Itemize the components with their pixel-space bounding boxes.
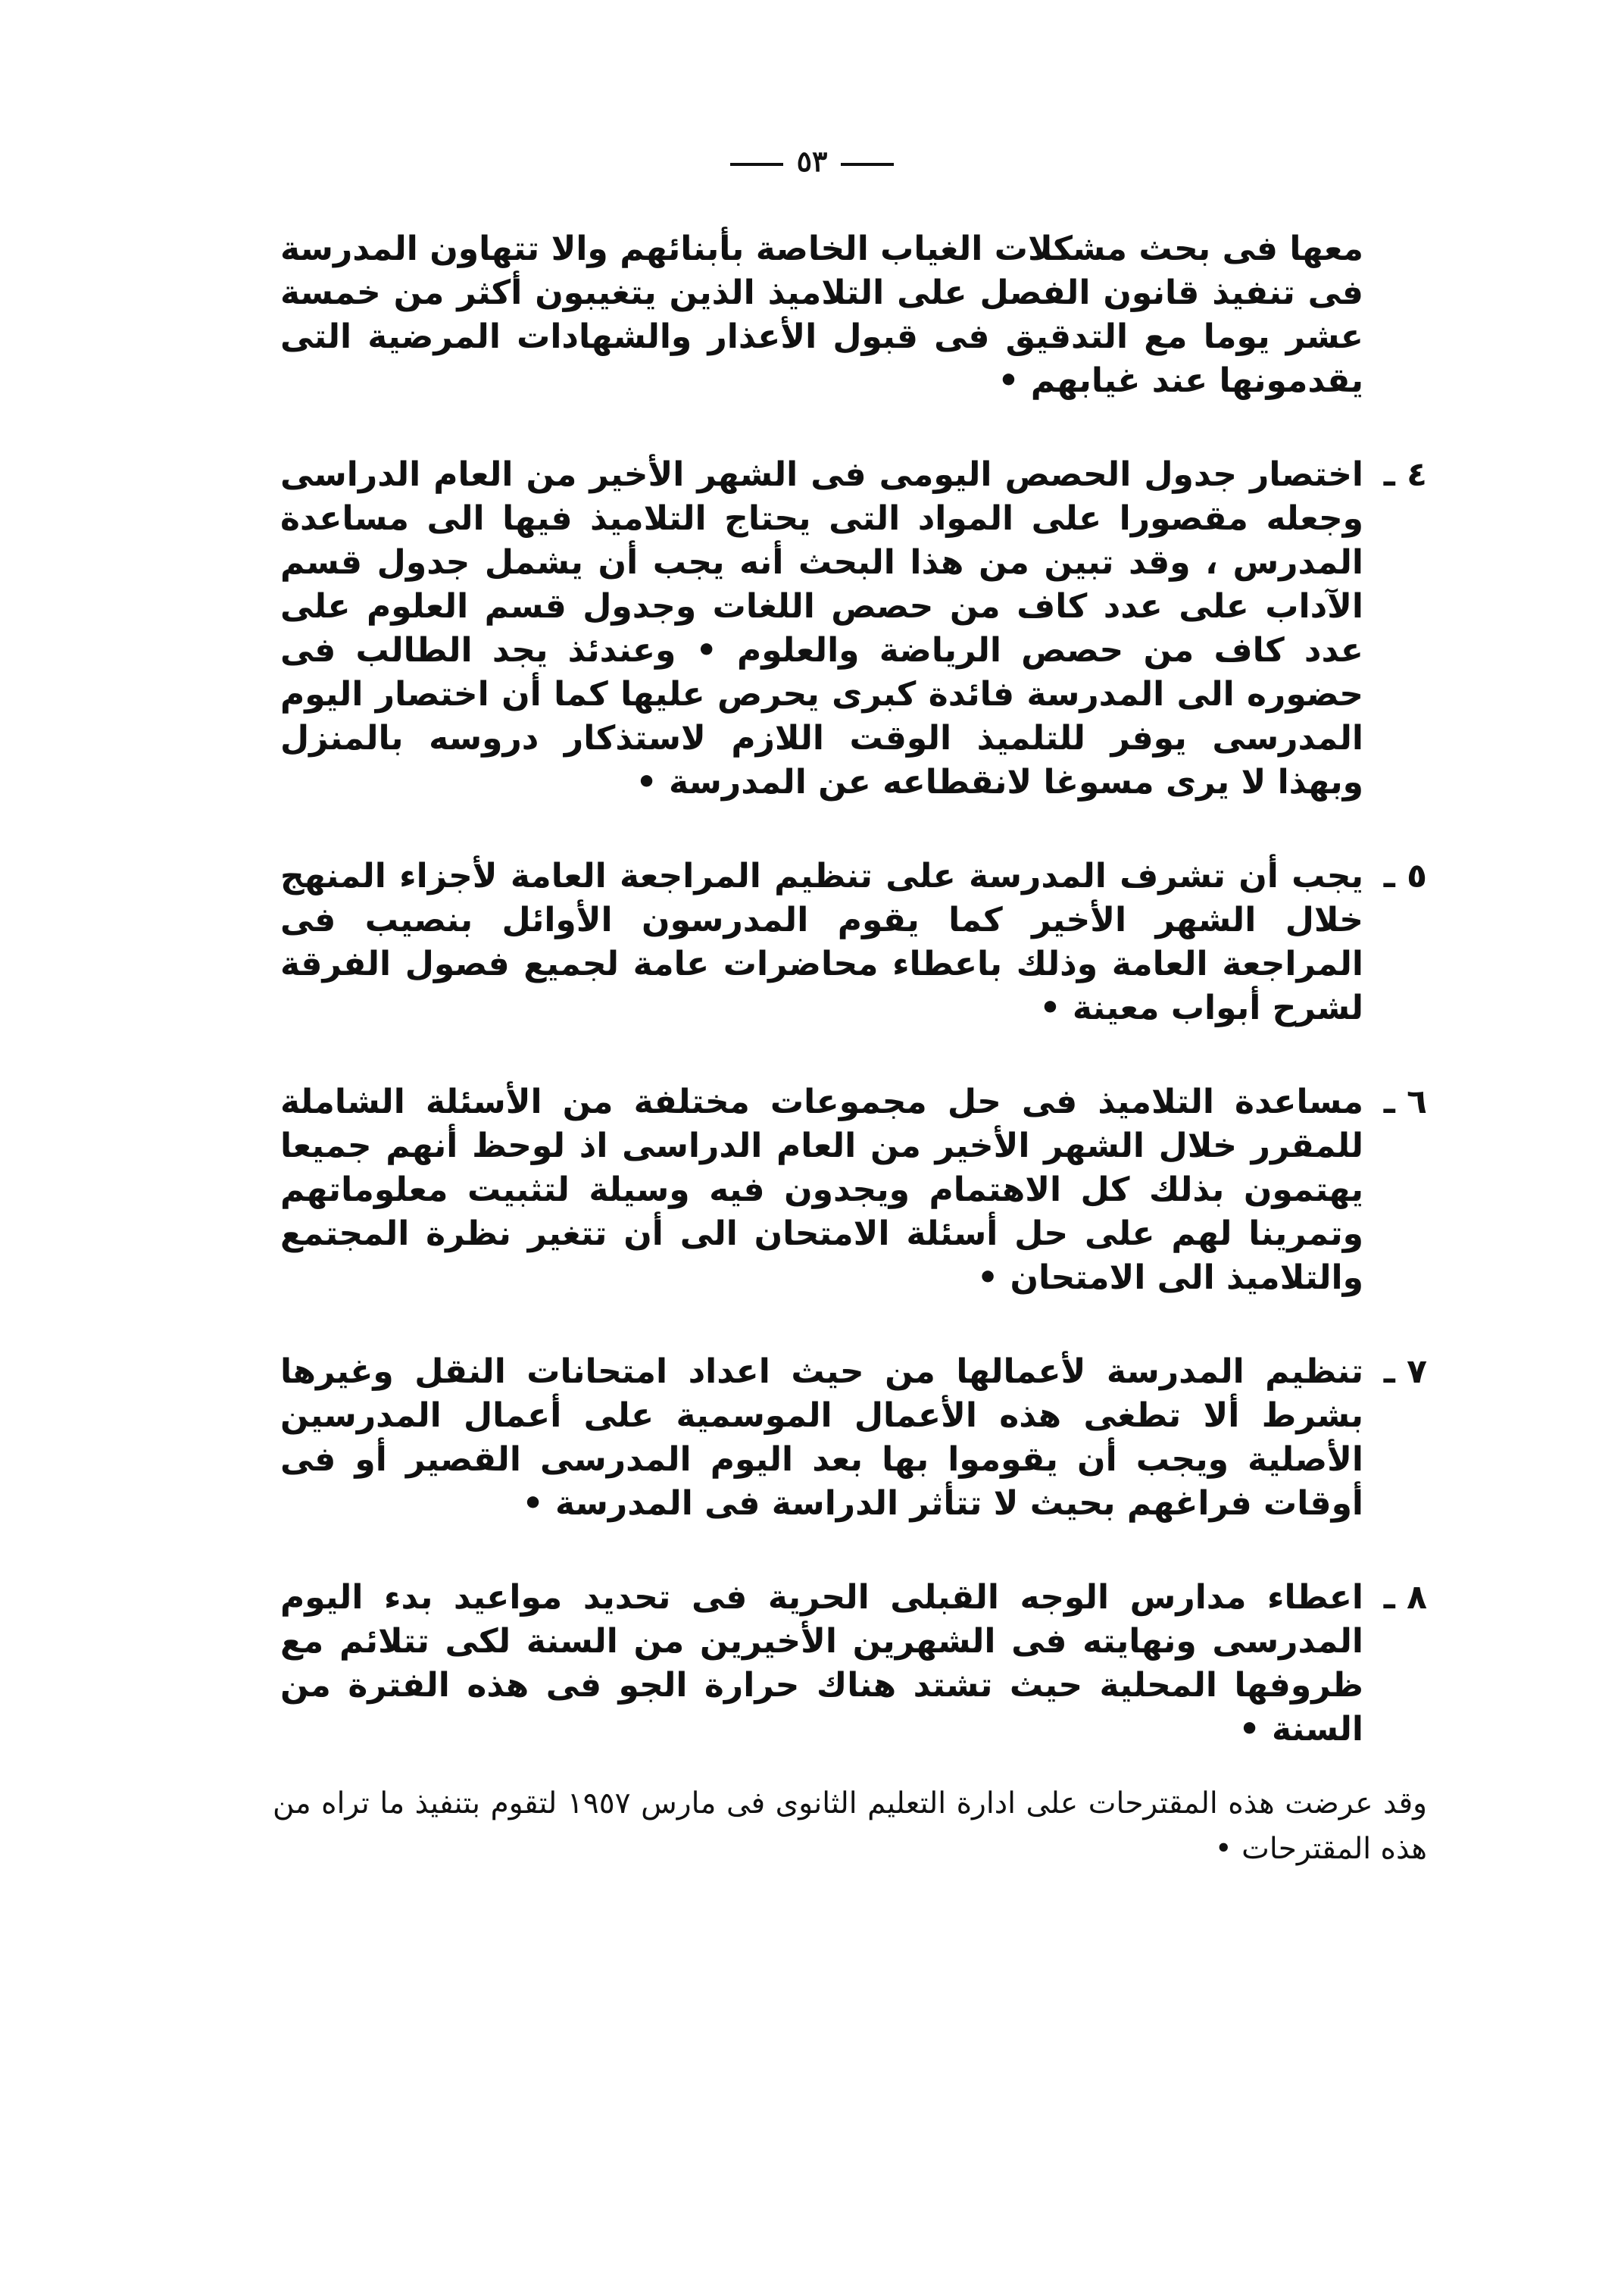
list-item-number: ٤ ـ: [1383, 455, 1427, 494]
page-body: [273, 227, 1428, 1902]
list-item-4: [280, 453, 1427, 805]
page-number-dash-right: [841, 163, 894, 166]
list-item-number: ٥ ـ: [1383, 857, 1427, 895]
closing-paragraph: وقد عرضت هذه المقترحات على ادارة التعليم الثانوى فى مارس ١٩٥٧ لتقوم بتنفيذ ما تراه من هذه المقترحات •: [273, 1786, 1428, 1866]
list-item-number: ٦ ـ: [1383, 1083, 1427, 1121]
list-item-text: يجب أن تشرف المدرسة على تنظيم المراجعة العامة لأجزاء المنهج خلال الشهر الأخير كما يقوم المدرسون الأوائل بنصيب فى المراجعة العامة وذلك باعطاء محاضرات عامة لجميع فصول الفرقة لشرح أبواب معينة •: [280, 857, 1363, 1027]
list-item-text: تنظيم المدرسة لأعمالها من حيث اعداد امتحانات النقل وغيرها بشرط ألا تطغى هذه الأعمال الموسمية على أعمال المدرسين الأصلية ويجب أن يقوموا بها بعد اليوم المدرسى القصير أو فى أوقات فراغهم بحيث لا تتأثر الدراسة فى المدرسة •: [280, 1352, 1363, 1523]
list-item-number: ٨ ـ: [1383, 1578, 1427, 1617]
list-item-text: اختصار جدول الحصص اليومى فى الشهر الأخير من العام الدراسى وجعله مقصورا على المواد التى يحتاج التلاميذ فيها الى مساعدة المدرس ، وقد تبين من هذا البحث أنه يجب أن يشمل جدول قسم الآداب على عدد كاف من حصص اللغات وجدول قسم العلوم على عدد كاف من حصص الرياضة والعلوم • وعندئذ يجد الطالب فى حضوره الى المدرسة فائدة كبرى يحرص عليها كما أن اختصار اليوم المدرسى يوفر للتلميذ الوقت اللازم لاستذكار دروسه بالمنزل وبهذا لا يرى مسوغا لانقطاعه عن المدرسة •: [280, 455, 1363, 802]
list-item-6: [280, 1080, 1427, 1300]
list-item-8: [280, 1576, 1427, 1752]
intro-paragraph: معها فى بحث مشكلات الغياب الخاصة بأبنائهم والا تتهاون المدرسة فى تنفيذ قانون الفصل على التلاميذ الذين يتغيبون أكثر من خمسة عشر يوما مع التدقيق فى قبول الأعذار والشهادات المرضية التى يقدمونها عند غيابهم •: [280, 230, 1363, 400]
list-item-text: اعطاء مدارس الوجه القبلى الحرية فى تحديد مواعيد بدء اليوم المدرسى ونهايته فى الشهرين الأخيرين من السنة لكى تتلائم مع ظروفها المحلية حيث تشتد هناك حرارة الجو فى هذه الفترة من السنة •: [280, 1578, 1363, 1749]
page-number: [0, 144, 1624, 178]
list-item-5: [280, 855, 1427, 1030]
list-item-number: ٧ ـ: [1383, 1352, 1427, 1391]
page-number-text: ٥٣: [796, 144, 828, 178]
list-item-text: مساعدة التلاميذ فى حل مجموعات مختلفة من الأسئلة الشاملة للمقرر خلال الشهر الأخير من العام الدراسى اذ لوحظ أنهم جميعا يهتمون بذلك كل الاهتمام ويجدون فيه وسيلة لتثبيت معلوماتهم وتمرينا لهم على حل أسئلة الامتحان الى أن تتغير نظرة المجتمع والتلاميذ الى الامتحان •: [280, 1083, 1363, 1297]
page-number-dash-left: [730, 163, 783, 166]
list-item-7: [280, 1350, 1427, 1526]
